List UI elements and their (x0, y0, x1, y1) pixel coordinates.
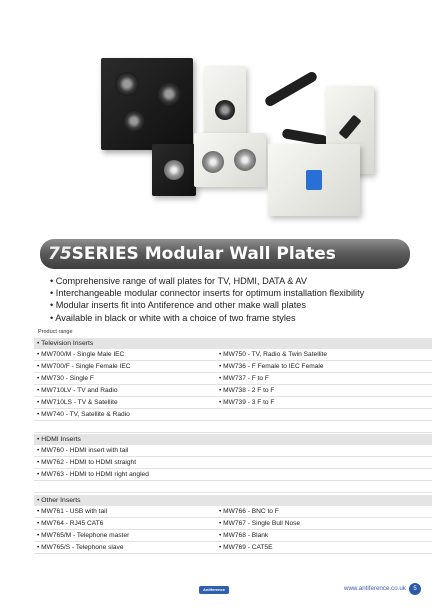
table-row (34, 518, 432, 530)
table-row (34, 373, 432, 385)
white-usb-plate (268, 144, 360, 216)
table-cell: • MW700/F - Single Female IEC (37, 363, 131, 370)
f-connector-right (234, 149, 256, 171)
table-cell: • MW767 - Single Bull Nose (219, 520, 301, 527)
table-row (34, 542, 432, 554)
other-inserts-table (34, 495, 432, 554)
table-cell: • MW766 - BNC to F (219, 508, 279, 515)
table-cell: • MW738 - 2 F to F (219, 387, 275, 394)
table-cell: • MW769 - CAT5E (219, 544, 273, 551)
page-number: 5 (409, 583, 421, 595)
table-cell: • MW763 - HDMI to HDMI right angled (37, 471, 149, 478)
table-row (34, 397, 432, 409)
table-cell: • MW710LS - TV & Satellite (37, 399, 118, 406)
table-cell: • MW740 - TV, Satellite & Radio (37, 411, 130, 418)
f-connector (164, 160, 184, 180)
product-photo (0, 0, 437, 236)
hdmi-inserts-table (34, 434, 432, 493)
table-cell (216, 457, 432, 468)
product-range-label: Product range (38, 329, 73, 335)
table-cell: • MW762 - HDMI to HDMI straight (37, 459, 137, 466)
table-row (34, 469, 432, 481)
satellite-socket (115, 72, 139, 96)
table-cell: • MW739 - 3 F to F (219, 399, 275, 406)
feature-item: • Comprehensive range of wall plates for TV, HDMI, DATA & AV (50, 276, 307, 286)
radio-socket (157, 82, 181, 106)
table-cell: • MW750 - TV, Radio & Twin Satellite (219, 351, 328, 358)
table-row (34, 361, 432, 373)
table-cell (216, 409, 432, 420)
white-twin-f-plate (194, 133, 266, 187)
table-row (34, 530, 432, 542)
iec-socket (215, 100, 235, 120)
table-cell (34, 481, 216, 492)
table-cell: • MW764 - RJ45 CAT6 (37, 520, 104, 527)
table-cell: • MW760 - HDMI insert with tail (37, 447, 129, 454)
hdmi-port (338, 115, 361, 140)
table-row (34, 445, 432, 457)
table-row (34, 349, 432, 361)
table-row (34, 457, 432, 469)
table-cell: • MW768 - Blank (219, 532, 269, 539)
feature-item: • Interchangeable modular connector inserts for optimum installation flexibility (50, 288, 365, 299)
table-cell: • MW765/S - Telephone slave (37, 544, 124, 551)
series-number: 75 (48, 244, 72, 264)
feature-item: • Available in black or white with a choice of two frame styles (50, 312, 296, 323)
section-heading: • Other Inserts (34, 495, 432, 506)
table-cell (216, 481, 432, 492)
table-cell (34, 421, 216, 432)
table-cell (216, 421, 432, 432)
usb-port (306, 170, 322, 190)
section-heading: • Television Inserts (34, 338, 432, 349)
table-row (34, 506, 432, 518)
feature-item: • Modular inserts fit into Antiference and other make wall plates (50, 300, 307, 311)
tv-socket (123, 110, 145, 132)
table-cell: • MW710LV - TV and Radio (37, 387, 118, 394)
black-tv-satellite-plate (101, 58, 193, 150)
feature-list (50, 275, 430, 324)
table-cell: • MW736 - F Female to IEC Female (219, 363, 324, 370)
f-connector-left (202, 151, 224, 173)
table-row (34, 481, 432, 493)
table-cell: • MW765/M - Telephone master (37, 532, 130, 539)
black-f-plate (152, 144, 196, 196)
title-text: SERIES Modular Wall Plates (71, 244, 336, 264)
section-heading: • HDMI Inserts (34, 434, 432, 445)
table-row (34, 385, 432, 397)
television-inserts-table (34, 338, 432, 433)
antiference-logo: Antiference (199, 586, 229, 594)
table-row (34, 409, 432, 421)
hdmi-cable (263, 70, 318, 108)
table-cell: • MW700/M - Single Male IEC (37, 351, 125, 358)
website-link[interactable]: www.antiference.co.uk (344, 585, 406, 592)
table-cell: • MW730 - Single F (37, 375, 94, 382)
table-cell (216, 469, 432, 480)
table-cell: • MW737 - F to F (219, 375, 269, 382)
table-cell (216, 445, 432, 456)
page-title (48, 241, 336, 267)
table-cell: • MW761 - USB with tail (37, 508, 108, 515)
table-row (34, 421, 432, 433)
